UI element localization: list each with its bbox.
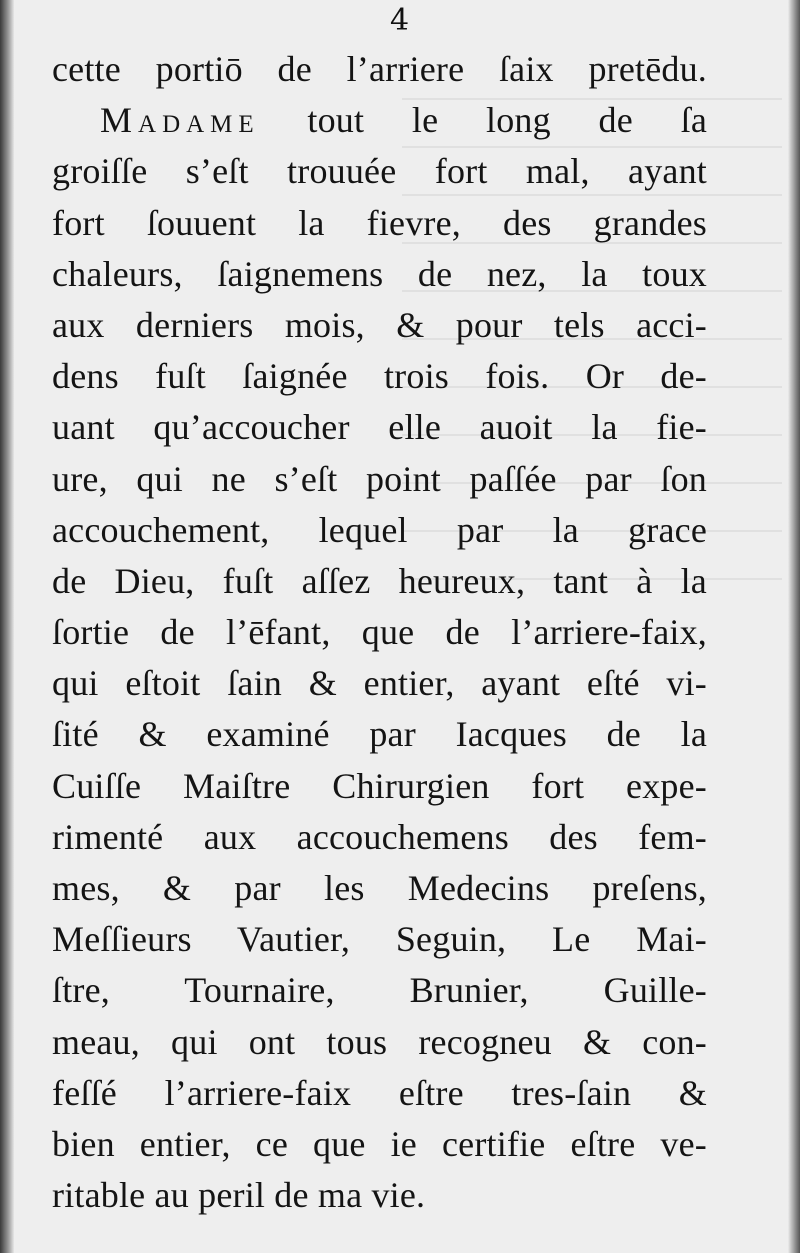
text-line: Cuiſſe Maiſtre Chirurgien fort expe- xyxy=(52,765,707,806)
text-line: ſortie de l’ēfant, que de l’arriere-faix, xyxy=(52,612,707,653)
text-line: ure, qui ne s’eſt point paſſée par ſon xyxy=(52,458,707,499)
text-line: cette portiō de l’arriere ſaix pretēdu. xyxy=(52,49,707,89)
text-line xyxy=(52,95,707,146)
text-line: meau, qui ont tous recogneu & con- xyxy=(52,1021,707,1062)
text-line: fort ſouuent la fievre, des grandes xyxy=(52,202,707,243)
text-line: rimenté aux accouchemens des fem- xyxy=(52,816,707,857)
text-line: ſtre, Tournaire, Brunier, Guille- xyxy=(52,970,707,1011)
madame-word: Madame xyxy=(100,100,260,141)
page-number: 4 xyxy=(389,3,411,38)
text-line: Meſſieurs Vautier, Seguin, Le Mai- xyxy=(52,919,707,960)
text-line: de Dieu, fuſt aſſez heureux, tant à la xyxy=(52,560,707,601)
text-line: accouchement, lequel par la grace xyxy=(52,509,707,550)
text-line: uant qu’accoucher elle auoit la fie- xyxy=(52,407,707,448)
text-line: mes, & par les Medecins preſens, xyxy=(52,868,707,908)
text-line: aux derniers mois, & pour tels acci- xyxy=(52,304,707,345)
page-edge-shadow xyxy=(788,0,800,1253)
text-line: dens fuſt ſaignée trois fois. Or de- xyxy=(52,356,707,397)
text-line: bien entier, ce que ie certifie eſtre ve- xyxy=(52,1123,707,1164)
page-gutter-shadow xyxy=(0,0,14,1253)
body-text xyxy=(52,44,707,1221)
text-line: feſſé l’arriere-faix eſtre tres-ſain & xyxy=(52,1072,707,1113)
text-line: ſité & examiné par Iacques de la xyxy=(52,714,707,755)
text-line-rest: tout le long de ſa xyxy=(259,100,707,141)
text-line: qui eſtoit ſain & entier, ayant eſté vi- xyxy=(52,663,707,704)
text-line: ritable au peril de ma vie. xyxy=(52,1175,426,1216)
text-line: chaleurs, ſaignemens de nez, la toux xyxy=(52,253,707,294)
text-line: groiſſe s’eſt trouuée fort mal, ayant xyxy=(52,151,707,192)
